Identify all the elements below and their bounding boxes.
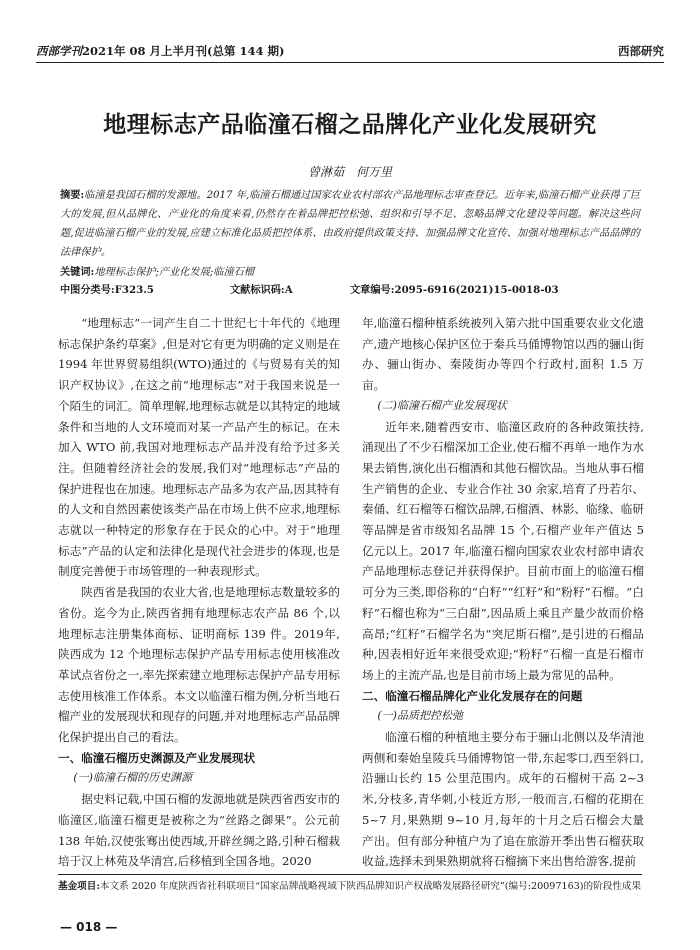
footnote-text: 本文系 2020 年度陕西省社科联项目“国家品牌战略视域下陕西品牌知识产权战略发展路径研究”(编号:20097163)的阶段性成果 [99, 881, 642, 892]
document-code: 文献标识码:A [230, 284, 293, 296]
article-number: 文章编号:2095-6916(2021)15-0018-03 [350, 284, 559, 296]
issue-info: 2021年 08 月上半月刊(总第 144 期) [82, 44, 285, 58]
subsection-heading: (二)临潼石榴产业发展现状 [377, 398, 507, 412]
page-number: — 018 — [60, 920, 118, 934]
body-paragraph: 近年来,随着西安市、临潼区政府的各种政策扶持,涌现出了不少石榴深加工企业,使石榴不再单一地作为水果去销售,演化出石榴酒和其他石榴饮品。当地从事石榴生产销售的企业、专业合作社 30 余家,培育了丹若尔、秦俑、红石榴等石榴饮品牌,石榴酒、林影、临缘、临研等品牌是省市级知名品牌 15 个,石榴产业年产值达 5 亿元以上。2017 年,临潼石榴向国家农业农村部申请农产品地理标志登记并获得保护。目前市面上的临潼石榴可分为三类,即俗称的“白籽”“红籽”和“粉籽”石榴。“白籽”石榴也称为“三白甜”,因品质上乘且产量少故而价格高昂;“红籽”石榴学名为“突尼斯石榴”,是引进的石榴品种,因表相好近年来很受欢迎;“粉籽”石榴一直是石榴市场上的主流产品,也是目前市场上最为常见的品种。 [362, 419, 644, 682]
left-column [58, 313, 340, 872]
body-paragraph: 陕西省是我国的农业大省,也是地理标志数量较多的省份。迄今为止,陕西省拥有地理标志农产品 86 个,以地理标志注册集体商标、证明商标 139 件。2019年,陕西成为 12 个地理标志保护产品专用标志使用核准改革试点省份之一,率先探索建立地理标志保护产品专用标志使用核准工作体系。本文以临潼石榴为例,分析当地石榴产业的发展现状和现存的问题,并对地理标志产品品牌化保护提出自己的看法。 [58, 585, 340, 745]
abstract-label: 摘要: [60, 189, 85, 201]
abstract-text: 临潼是我国石榴的发源地。2017 年,临潼石榴通过国家农业农村部农产品地理标志审查登记。近年来,临潼石榴产业获得了巨大的发展,但从品牌化、产业化的角度来看,仍然存在着品牌把控松弛、组织和引导不足、忽略品牌文化建设等问题。解决这些问题,促进临潼石榴产业的发展,应建立标准化品质把控体系、由政府提供政策支持、加强品牌文化宣传、加强对地理标志产品品牌的法律保护。 [60, 190, 641, 258]
authors: 曾淋茹 何万里 [307, 165, 392, 179]
subsection-heading: (一)品质把控松弛 [377, 709, 463, 723]
section-name: 西部研究 [618, 44, 664, 58]
abstract [60, 186, 640, 262]
body-paragraph: 据史料记载,中国石榴的发源地就是陕西省西安市的临潼区,临潼石榴更是被称之为“丝路之御果”。公元前 138 年始,汉使张骞出使西域,开辟丝绸之路,引种石榴栽培于汉上林苑及华清宫,后移植到全国各地。2020 [58, 792, 340, 869]
keywords-label: 关键词: [60, 266, 95, 278]
section-heading: 二、临潼石榴品牌化产业化发展存在的问题 [362, 688, 583, 703]
article-title: 地理标志产品临潼石榴之品牌化产业化发展研究 [103, 112, 597, 138]
footnote [58, 874, 642, 895]
body-paragraph: 年,临潼石榴种植系统被列入第六批中国重要农业文化遗产,遗产地核心保护区位于秦兵马俑博物馆以西的骊山街办、骊山街办、秦陵街办等四个行政村,面积 1.5 万亩。 [362, 316, 644, 393]
keywords-text: 地理标志保护;产业化发展;临潼石榴 [94, 267, 255, 278]
body-paragraph: 临潼石榴的种植地主要分布于骊山北侧以及华清池两侧和秦始皇陵兵马俑博物馆一带,东起零口,西至斜口,沿骊山长约 15 公里范围内。成年的石榴树干高 2~3 米,分枝多,青华刺,小枝近方形,一般而言,石榴的花期在 5~7 月,果熟期 9~10 月,每年的十月之后石榴会大量产出。但有部分种植户为了追在旅游开季出售石榴获取收益,选择未到果熟期就将石榴摘下来出售给游客,提前 [362, 730, 644, 869]
right-column [362, 313, 644, 872]
journal-name [36, 40, 284, 62]
body-paragraph: “地理标志”一词产生自二十世纪七十年代的《地理标志保护条约草案》,但是对它有更为明确的定义则是在1994 年世界贸易组织(WTO)通过的《与贸易有关的知识产权协议》,在这之前“地理标志”对于我国来说是一个陌生的词汇。简单理解,地理标志就是以其特定的地域条件和当地的人文环境而对某一产品产生的标记。在未加入 WTO 前,我国对地理标志产品并没有给予过多关注。但随着经济社会的发展,我们对“地理标志”产品的保护进程也在加速。地理标志产品多为农产品,因其特有的人文和自然因素使该类产品在市场上供不应求,地理标志就以一种特定的形象存在于民众的心中。对于“地理标志”产品的认定和法律化是现代社会进步的体现,也是制度完善便于市场管理的一种表现形式。 [58, 316, 340, 579]
keywords [60, 264, 640, 281]
footnote-label: 基金项目: [58, 881, 100, 892]
section-heading: 一、临潼石榴历史渊源及产业发展现状 [58, 750, 256, 765]
journal-title: 西部学刊 [36, 44, 82, 58]
running-header [36, 40, 664, 63]
subsection-heading: (一)临潼石榴的历史渊源 [73, 771, 192, 785]
clc-number: 中图分类号:F323.5 [60, 284, 154, 296]
